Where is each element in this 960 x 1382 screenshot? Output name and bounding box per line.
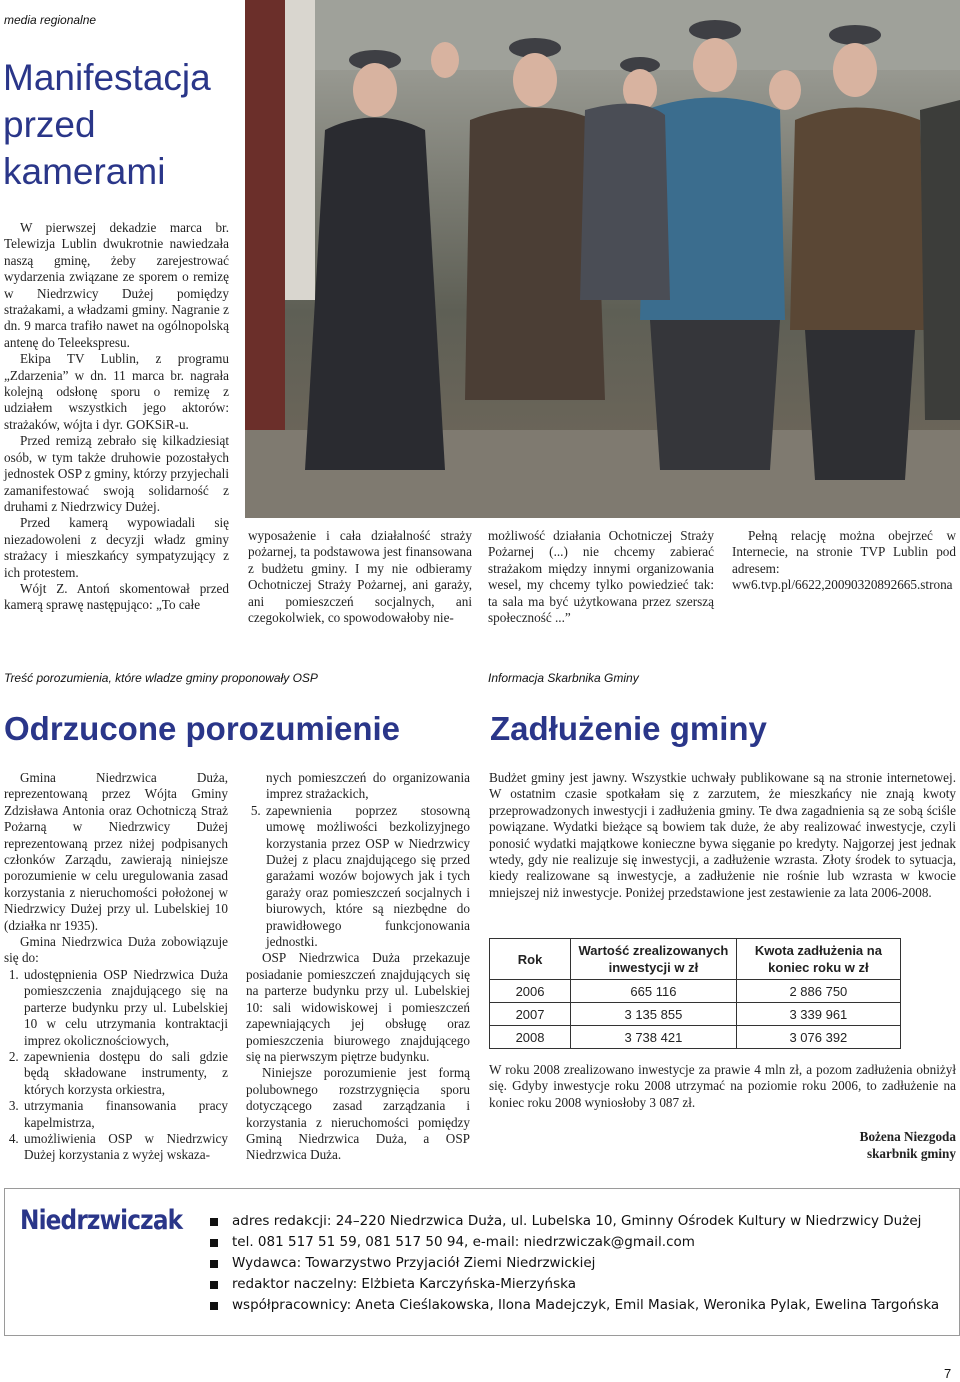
paragraph: Pełną relację można obejrzeć w Internecie, na stronie TVP Lublin pod adresem: bbox=[732, 528, 956, 576]
article2-kicker: Treść porozumienia, które wladze gminy proponowały OSP bbox=[4, 671, 318, 685]
table-header-cell: Rok bbox=[490, 939, 571, 980]
article3-kicker: Informacja Skarbnika Gminy bbox=[488, 671, 639, 685]
article1-column-2 bbox=[248, 528, 472, 626]
paragraph: Wójt Z. Antoń skomentował przed kamerą sprawę następująco: „To całe bbox=[4, 580, 229, 613]
masthead-text: adres redakcji: 24–220 Niedrzwica Duża, ul. Lubelska 10, Gminny Ośrodek Kultury w Niedrzwicy Dużej bbox=[232, 1213, 922, 1229]
author-signature bbox=[700, 1128, 956, 1162]
bullet-icon bbox=[210, 1302, 218, 1310]
table-row bbox=[490, 980, 901, 1003]
bullet-icon bbox=[210, 1239, 218, 1247]
paragraph: Przed kamerą wypowiadali się niezadowoleni z decyzji władz gminy strażacy i mieszkańcy sympatyzujący z ich protestem. bbox=[4, 515, 229, 580]
paragraph: W pierwszej dekadzie marca br. Telewizja Lublin dwukrotnie nawiedzała naszą gminę, żeby zarejestrować wydarzenia związane ze sporem o remizę w Niedrzwicy Dużej pomiędzy strażakami, a władzami gminy. Nagranie z dn. 9 marca trafiło nawet na ogólnopolską antenę do Teleekspresu. bbox=[4, 220, 229, 350]
table-header-row bbox=[490, 939, 901, 980]
masthead-text: tel. 081 517 51 59, 081 517 50 94, e-mail: niedrzwiczak@gmail.com bbox=[232, 1234, 695, 1250]
paragraph: Niniejsze porozumienie jest formą polubownego rozstrzygnięcia sporu dotyczącego zasad zarządzania i korzystania z nieruchomości pomiędzy Gminą Niedrzwica Duża, a OSP Niedrzwica Duża. bbox=[246, 1065, 470, 1163]
list-item: 2. zapewnienia dostępu do sali gdzie będą składowane instrumenty, z których korzysta orkiestra, bbox=[22, 1049, 228, 1098]
masthead-item bbox=[210, 1295, 950, 1316]
article3-intro bbox=[489, 770, 956, 901]
paragraph: Ekipa TV Lublin, z programu „Zdarzenia” w dn. 11 marca br. nagrała kolejną odsłonę sporu o remizę z udziałem wszystkich jego aktorów: strażaków, wójta i dyr. GOKSiR-u. bbox=[4, 351, 229, 432]
article1-column-1 bbox=[4, 220, 229, 614]
tvp-link[interactable]: ww6.tvp.pl/6622,20090320892665.strona bbox=[732, 577, 953, 593]
masthead-item bbox=[210, 1232, 950, 1253]
list-continuation: nych pomieszczeń do organizowania imprez strażackich, bbox=[266, 770, 470, 802]
protest-photo bbox=[245, 0, 960, 518]
paragraph: W roku 2008 zrealizowano inwestycje za prawie 4 mln zł, a pozom zadłużenia obniżył się. Gdyby inwestycje roku 2008 utrzymać na poziomie roku 2006, to zadłużenie na koniec roku 2008 wyniosłoby 3 087 zł. bbox=[489, 1062, 956, 1110]
list-item: 1. udostępnienia OSP Niedrzwica Duża pomieszczenia znajdującego się na parterze budynku przy ul. Lubelskiej 10 w celu utrzymania kontraktacji imprez okolicznościowych, bbox=[22, 967, 228, 1049]
table-cell: 3 076 392 bbox=[736, 1026, 900, 1049]
paragraph: Przed remizą zebrało się kilkadziesiąt osób, w tym także druhowie pozostałych jednostek OSP z gminy, którzy przyjechali zamanifestować swoją solidarność z druhami z Niedrzwicy Dużej. bbox=[4, 433, 229, 514]
bullet-icon bbox=[210, 1218, 218, 1226]
article-title-line: Manifestacja bbox=[3, 57, 211, 98]
masthead-item bbox=[210, 1211, 950, 1232]
masthead-list bbox=[210, 1211, 950, 1316]
article2-column-1 bbox=[4, 770, 228, 1164]
paragraph: wyposażenie i cała działalność straży pożarnej, ta podstawowa jest finansowana z budżetu gminy. I my nie odbieramy Ochotniczej Straży Pożarnej, ani garaży, ani pomieszczeń socjalnych, ani czegokolwiek, co spowodowałoby nie- bbox=[248, 528, 472, 626]
paragraph: Gmina Niedrzwica Duża zobowiązuje się do: bbox=[4, 934, 228, 966]
section-label: media regionalne bbox=[4, 13, 97, 27]
list-item: 5. zapewnienia poprzez stosowną umowę możliwości bezkolizyjnego korzystania przez OSP w Niedrzwicy Dużej z placu znajdującego się przed garażami wozów bojowych jak i tych garaży oraz pomieszczeń socjalnych i biurowych, które są niezbędne do prawidłowego funkcjonowania jednostki. bbox=[264, 803, 470, 951]
table-cell: 2007 bbox=[490, 1003, 571, 1026]
paragraph: OSP Niedrzwica Duża przekazuje posiadanie pomieszczeń znajdujących się na parterze budynku przy ul. Lubelskiej 10: sali widowiskowej i pomieszczeń zapewniających jej obsługę oraz pomieszczenia biurowego znajdującego się na pierwszym piętrze budynku. bbox=[246, 950, 470, 1064]
table-cell: 2 886 750 bbox=[736, 980, 900, 1003]
article-title bbox=[3, 54, 211, 195]
article-title-line: kamerami bbox=[3, 151, 166, 192]
article3-conclusion bbox=[489, 1062, 956, 1111]
table-row bbox=[490, 1003, 901, 1026]
table-cell: 2006 bbox=[490, 980, 571, 1003]
list-item: 4. umożliwienia OSP w Niedrzwicy Dużej korzystania z wyżej wskaza- bbox=[22, 1131, 228, 1164]
article3-title: Zadłużenie gminy bbox=[490, 710, 767, 747]
page-number: 7 bbox=[944, 1366, 952, 1381]
article1-column-4 bbox=[732, 528, 956, 594]
magazine-logo: Niedrzwiczak bbox=[20, 1205, 183, 1236]
obligation-list bbox=[4, 967, 228, 1164]
table-row bbox=[490, 1026, 901, 1049]
obligation-list-continued bbox=[246, 803, 470, 951]
table-cell: 2008 bbox=[490, 1026, 571, 1049]
masthead-item bbox=[210, 1253, 950, 1274]
bullet-icon bbox=[210, 1281, 218, 1289]
masthead-item bbox=[210, 1274, 950, 1295]
debt-table bbox=[489, 938, 901, 1049]
masthead-text: Wydawca: Towarzystwo Przyjaciół Ziemi Niedrzwickiej bbox=[232, 1255, 596, 1271]
masthead-text: redaktor naczelny: Elżbieta Karczyńska-Mierzyńska bbox=[232, 1276, 576, 1292]
paragraph: Gmina Niedrzwica Duża, reprezentowaną przez Wójta Gminy Zdzisława Antonia oraz Ochotniczą Straż Pożarną w Niedrzwicy Dużej reprezentowaną przez niżej podpisanych członków Zarządu, zawierają niniejsze porozumienie w celu uregulowania zasad korzystania z nieruchomości położonej w Niedrzwicy Dużej przy ul. Lubelskiej 10 (działka nr 1935). bbox=[4, 770, 228, 933]
table-cell: 3 339 961 bbox=[736, 1003, 900, 1026]
paragraph: Budżet gminy jest jawny. Wszystkie uchwały publikowane są na stronie internetowej. W ostatnim czasie spotkałam się z zarzutem, że mieszkańcy nie znają kwoty przeprowadzonych inwestycji i zadłużenia gminy. Te dwa zagadnienia są ze sobą ściśle powiązane. Wydatki bieżące są bowiem tak duże, że aby realizować inwestycje, czyli ponosić wydatki majątkowe konieczne bywa sięganie po kredyty. Najgorzej jest jednak wtedy, gdy nie realizuje się inwestycji, a zadłużenie wzrasta. Złoty środek to sytuacja, kiedy realizowane są inwestycje, a zadłużenie nie rośnie lub wzrasta w kwocie mniejszej niż inwestycje. Poniżej przedstawione jest zestawienie za lata 2006-2008. bbox=[489, 770, 956, 900]
masthead-text: współpracownicy: Aneta Cieślakowska, Ilona Madejczyk, Emil Masiak, Weronika Pylak, Ewelina Targońska bbox=[232, 1297, 940, 1313]
paragraph: możliwość działania Ochotniczej Straży Pożarnej (...) nie chcemy zabierać strażakom między innymi organizowania wesel, my chcemy tylko powiedzieć tak: ta sala ma być użytkowana przez szerszą społeczność ...” bbox=[488, 528, 714, 626]
article1-column-3 bbox=[488, 528, 714, 626]
table-cell: 3 135 855 bbox=[571, 1003, 737, 1026]
article-title-line: przed bbox=[3, 104, 96, 145]
table-header-cell: Wartość zrealizowanych inwestycji w zł bbox=[571, 939, 737, 980]
author-name: Bożena Niezgoda bbox=[859, 1129, 956, 1144]
article2-column-2 bbox=[246, 770, 470, 1164]
author-role: skarbnik gminy bbox=[866, 1146, 956, 1161]
article2-title: Odrzucone porozumienie bbox=[4, 710, 401, 747]
bullet-icon bbox=[210, 1260, 218, 1268]
list-item: 3. utrzymania finansowania pracy kapelmistrza, bbox=[22, 1098, 228, 1131]
table-cell: 665 116 bbox=[571, 980, 737, 1003]
table-header-cell: Kwota zadłużenia na koniec roku w zł bbox=[736, 939, 900, 980]
table-cell: 3 738 421 bbox=[571, 1026, 737, 1049]
crowd-illustration bbox=[245, 0, 960, 518]
